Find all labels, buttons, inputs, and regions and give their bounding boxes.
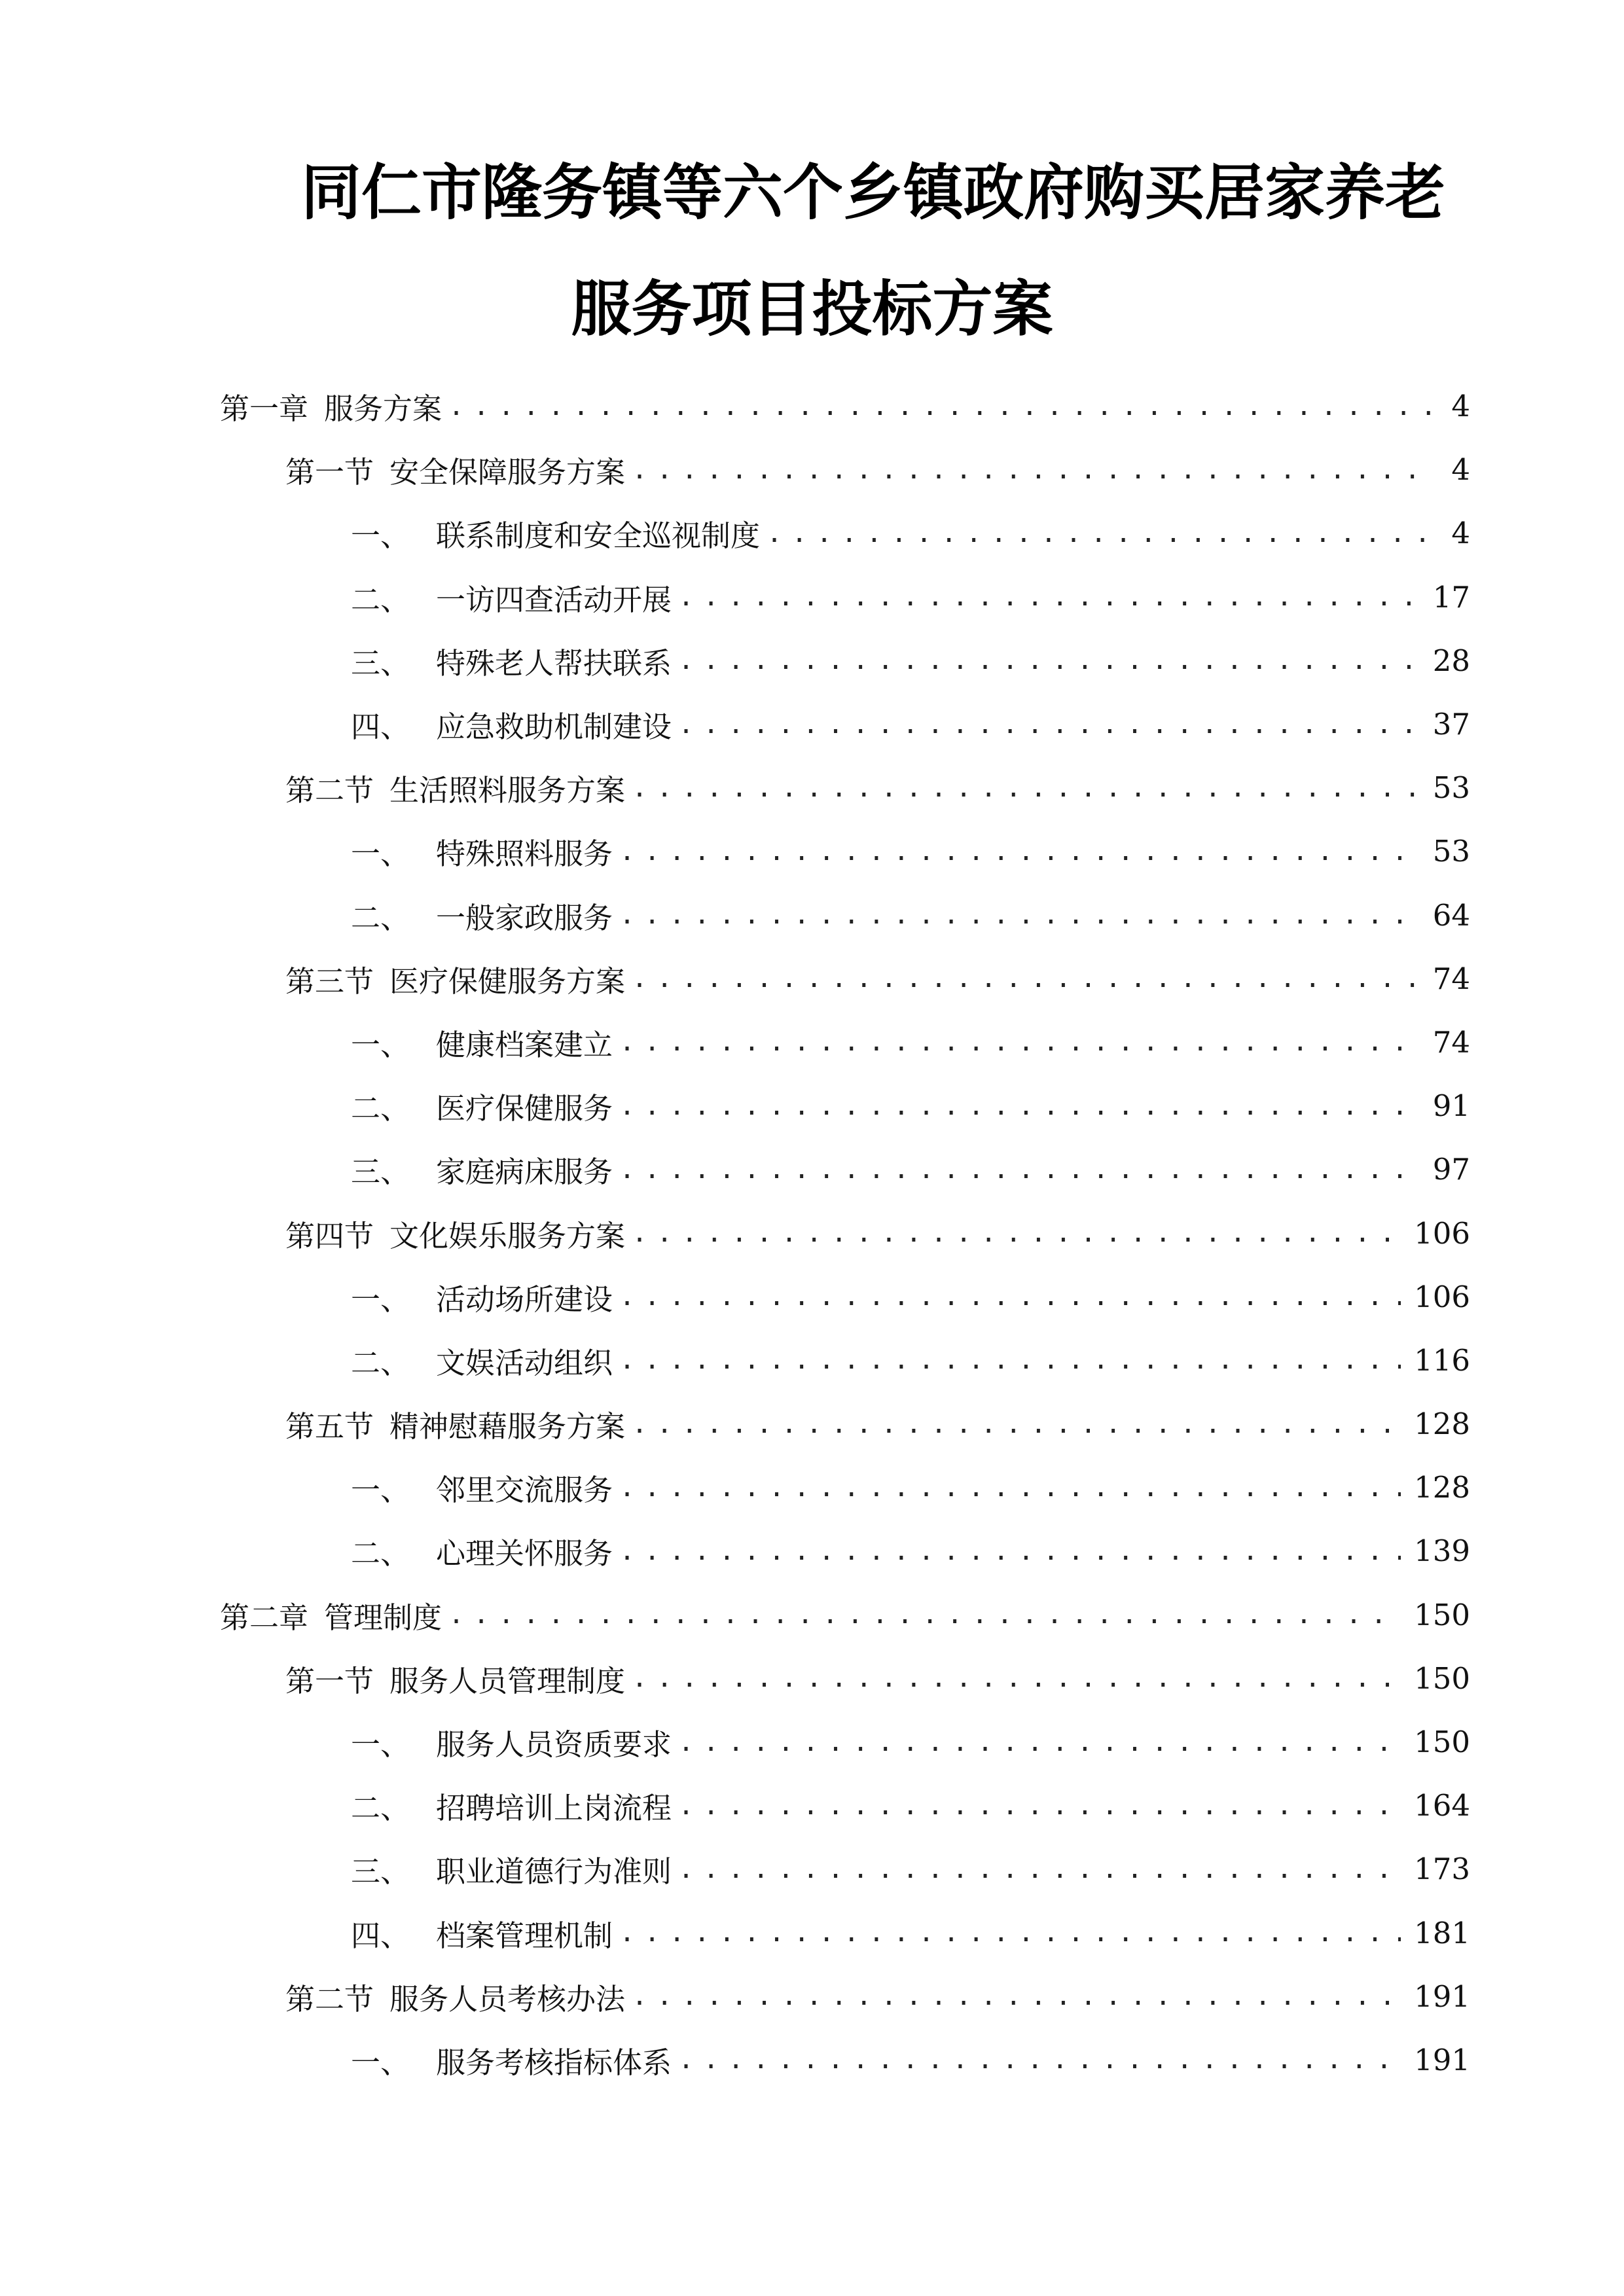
toc-entry-title: 服务人员管理制度 <box>389 1663 626 1698</box>
toc-dot-leader <box>619 897 1420 933</box>
toc-entry-page-number: 128 <box>1414 1407 1470 1442</box>
toc-entry-label <box>351 1085 613 1127</box>
toc-entry-label <box>351 703 672 745</box>
toc-entry-page-number: 164 <box>1414 1788 1470 1823</box>
toc-entry-title: 招聘培训上岗流程 <box>436 1791 672 1826</box>
toc-entry-number: 一、 <box>351 836 410 872</box>
toc-entry[interactable] <box>220 756 1470 819</box>
toc-entry-page-number: 4 <box>1451 452 1470 488</box>
toc-dot-leader <box>632 1215 1401 1251</box>
toc-entry-number: 第一节 <box>285 1663 374 1698</box>
toc-dot-leader <box>619 1152 1420 1187</box>
toc-entry-title: 邻里交流服务 <box>436 1473 613 1508</box>
toc-entry-page-number: 150 <box>1414 1660 1470 1696</box>
toc-entry-label <box>285 448 625 491</box>
toc-entry[interactable] <box>220 1965 1470 2028</box>
toc-entry-label <box>351 894 613 937</box>
toc-entry-number: 二、 <box>351 582 410 617</box>
toc-dot-leader <box>678 1725 1401 1760</box>
toc-entry-label <box>351 1721 672 1763</box>
toc-entry-number: 四、 <box>351 709 410 745</box>
toc-entry-page-number: 150 <box>1414 1597 1470 1632</box>
toc-entry-label <box>351 1021 613 1064</box>
toc-dot-leader <box>632 961 1420 996</box>
toc-entry-title: 家庭病床服务 <box>436 1155 613 1190</box>
toc-entry-title: 服务方案 <box>324 391 442 427</box>
toc-entry-label <box>351 639 672 682</box>
toc-dot-leader <box>619 1342 1401 1378</box>
toc-entry-label <box>351 512 760 554</box>
toc-entry-title: 服务人员资质要求 <box>436 1727 672 1763</box>
toc-entry[interactable] <box>220 692 1470 756</box>
toc-dot-leader <box>448 1597 1401 1632</box>
toc-dot-leader <box>448 389 1431 424</box>
toc-entry-number: 二、 <box>351 1536 410 1571</box>
toc-entry[interactable] <box>220 1647 1470 1710</box>
toc-entry-label <box>351 1784 672 1827</box>
toc-dot-leader <box>619 1024 1420 1060</box>
toc-entry-title: 管理制度 <box>324 1600 442 1635</box>
toc-dot-leader <box>632 1407 1401 1442</box>
toc-entry-label <box>220 1594 442 1636</box>
toc-entry[interactable] <box>220 629 1470 692</box>
toc-entry-title: 服务人员考核办法 <box>389 1981 626 2017</box>
document-title-line-1: 同仁市隆务镇等六个乡镇政府购买居家养老 <box>301 158 1446 228</box>
toc-entry-page-number: 97 <box>1432 1152 1470 1187</box>
toc-entry-number: 一、 <box>351 1027 410 1062</box>
document-title-line-2: 服务项目投标方案 <box>571 274 1053 344</box>
toc-entry-page-number: 91 <box>1432 1088 1470 1124</box>
toc-dot-leader <box>632 770 1420 806</box>
toc-entry-page-number: 139 <box>1414 1534 1470 1569</box>
toc-entry-number: 一、 <box>351 2045 410 2080</box>
toc-entry-page-number: 53 <box>1432 834 1470 869</box>
toc-entry-number: 一、 <box>351 518 410 554</box>
toc-entry-title: 生活照料服务方案 <box>389 773 626 808</box>
toc-entry-label <box>351 1530 613 1572</box>
toc-entry-page-number: 28 <box>1432 643 1470 678</box>
toc-dot-leader <box>632 1979 1401 2014</box>
toc-entry-page-number: 74 <box>1432 1024 1470 1060</box>
toc-entry-page-number: 17 <box>1432 579 1470 615</box>
toc-entry-label <box>351 2039 672 2081</box>
toc-entry-number: 第二章 <box>220 1600 309 1635</box>
toc-entry[interactable] <box>220 1710 1470 1774</box>
toc-entry[interactable] <box>220 374 1470 438</box>
toc-entry-page-number: 173 <box>1414 1852 1470 1887</box>
toc-entry-title: 医疗保健服务 <box>436 1091 613 1126</box>
toc-entry-number: 第一节 <box>285 455 374 490</box>
toc-entry[interactable] <box>220 947 1470 1011</box>
toc-entry-label <box>351 1466 613 1509</box>
toc-entry-page-number: 150 <box>1414 1725 1470 1760</box>
toc-entry-page-number: 181 <box>1414 1915 1470 1950</box>
toc-entry[interactable] <box>220 1138 1470 1201</box>
toc-entry-number: 四、 <box>351 1918 410 1953</box>
toc-entry-page-number: 128 <box>1414 1470 1470 1505</box>
toc-entry-title: 特殊照料服务 <box>436 836 613 872</box>
toc-dot-leader <box>619 834 1420 869</box>
toc-entry-number: 第四节 <box>285 1218 374 1253</box>
toc-entry-title: 健康档案建立 <box>436 1027 613 1062</box>
toc-entry-number: 三、 <box>351 645 410 681</box>
toc-entry-title: 档案管理机制 <box>436 1918 613 1953</box>
toc-entry[interactable] <box>220 1901 1470 1965</box>
toc-entry-number: 一、 <box>351 1473 410 1508</box>
toc-entry-title: 活动场所建设 <box>436 1282 613 1317</box>
toc-entry-label <box>285 1403 625 1445</box>
toc-entry-number: 二、 <box>351 900 410 935</box>
toc-entry-number: 一、 <box>351 1282 410 1317</box>
toc-entry-number: 三、 <box>351 1155 410 1190</box>
toc-dot-leader <box>619 1470 1401 1505</box>
toc-entry-title: 安全保障服务方案 <box>389 455 626 490</box>
toc-entry-page-number: 37 <box>1432 707 1470 742</box>
toc-entry-label <box>220 385 442 427</box>
toc-entry-number: 二、 <box>351 1091 410 1126</box>
toc-dot-leader <box>678 707 1420 742</box>
toc-dot-leader <box>678 1852 1401 1887</box>
toc-entry-title: 一般家政服务 <box>436 900 613 935</box>
toc-entry-title: 精神慰藉服务方案 <box>389 1409 626 1444</box>
toc-entry[interactable] <box>220 1329 1470 1392</box>
toc-entry[interactable] <box>220 1392 1470 1456</box>
toc-entry-number: 一、 <box>351 1727 410 1763</box>
toc-entry[interactable] <box>220 438 1470 501</box>
toc-entry-page-number: 4 <box>1451 516 1470 551</box>
toc-entry-label <box>285 1975 625 2018</box>
toc-entry-label <box>351 1276 613 1318</box>
toc-entry-title: 心理关怀服务 <box>436 1536 613 1571</box>
toc-entry-title: 医疗保健服务方案 <box>389 963 626 999</box>
toc-entry-page-number: 74 <box>1432 961 1470 996</box>
toc-entry-number: 第五节 <box>285 1409 374 1444</box>
toc-entry-title: 联系制度和安全巡视制度 <box>436 518 761 554</box>
toc-entry-title: 文化娱乐服务方案 <box>389 1218 626 1253</box>
toc-entry[interactable] <box>220 565 1470 629</box>
toc-dot-leader <box>767 516 1431 551</box>
toc-entry[interactable] <box>220 1456 1470 1519</box>
toc-entry[interactable] <box>220 884 1470 947</box>
toc-dot-leader <box>678 579 1420 615</box>
toc-entry-number: 二、 <box>351 1791 410 1826</box>
toc-dot-leader <box>632 452 1431 488</box>
toc-entry-title: 服务考核指标体系 <box>436 2045 672 2080</box>
toc-entry-label <box>285 958 625 1000</box>
toc-entry-page-number: 191 <box>1414 2042 1470 2077</box>
toc-entry-label <box>351 576 672 619</box>
toc-entry-number: 第一章 <box>220 391 309 427</box>
toc-entry-page-number: 191 <box>1414 1979 1470 2014</box>
toc-entry-label <box>351 1912 613 1954</box>
toc-entry-label <box>285 766 625 809</box>
toc-entry-label <box>285 1657 625 1700</box>
toc-entry-number: 第三节 <box>285 963 374 999</box>
toc-entry-number: 三、 <box>351 1854 410 1890</box>
toc-entry-label <box>351 1848 672 1890</box>
toc-dot-leader <box>678 1788 1401 1823</box>
toc-entry[interactable] <box>220 1074 1470 1138</box>
toc-entry-title: 一访四查活动开展 <box>436 582 672 617</box>
toc-entry[interactable] <box>220 1011 1470 1074</box>
table-of-contents <box>220 374 1470 2092</box>
toc-dot-leader <box>678 643 1420 678</box>
toc-dot-leader <box>632 1660 1401 1696</box>
toc-entry-page-number: 106 <box>1414 1215 1470 1251</box>
toc-entry[interactable] <box>220 1265 1470 1329</box>
toc-entry-page-number: 53 <box>1432 770 1470 806</box>
toc-entry-title: 应急救助机制建设 <box>436 709 672 745</box>
toc-dot-leader <box>619 1915 1401 1950</box>
toc-entry-label <box>351 1148 613 1191</box>
toc-entry[interactable] <box>220 1519 1470 1583</box>
toc-entry-label <box>285 1212 625 1255</box>
toc-entry[interactable] <box>220 819 1470 883</box>
toc-entry-label <box>351 1339 613 1382</box>
toc-entry[interactable] <box>220 2028 1470 2092</box>
toc-dot-leader <box>619 1088 1420 1124</box>
toc-entry-label <box>351 830 613 872</box>
toc-entry[interactable] <box>220 501 1470 565</box>
toc-entry-page-number: 64 <box>1432 897 1470 933</box>
toc-entry-title: 特殊老人帮扶联系 <box>436 645 672 681</box>
toc-entry-title: 职业道德行为准则 <box>436 1854 672 1890</box>
toc-dot-leader <box>619 1279 1401 1314</box>
toc-entry-number: 第二节 <box>285 773 374 808</box>
toc-entry-number: 二、 <box>351 1345 410 1380</box>
toc-entry[interactable] <box>220 1201 1470 1265</box>
toc-entry[interactable] <box>220 1837 1470 1901</box>
toc-dot-leader <box>678 2042 1401 2077</box>
toc-entry-page-number: 106 <box>1414 1279 1470 1314</box>
toc-dot-leader <box>619 1534 1401 1569</box>
toc-entry[interactable] <box>220 1774 1470 1837</box>
toc-entry-page-number: 4 <box>1451 389 1470 424</box>
toc-entry-page-number: 116 <box>1414 1342 1470 1378</box>
toc-entry[interactable] <box>220 1583 1470 1647</box>
toc-entry-title: 文娱活动组织 <box>436 1345 613 1380</box>
toc-entry-number: 第二节 <box>285 1981 374 2017</box>
